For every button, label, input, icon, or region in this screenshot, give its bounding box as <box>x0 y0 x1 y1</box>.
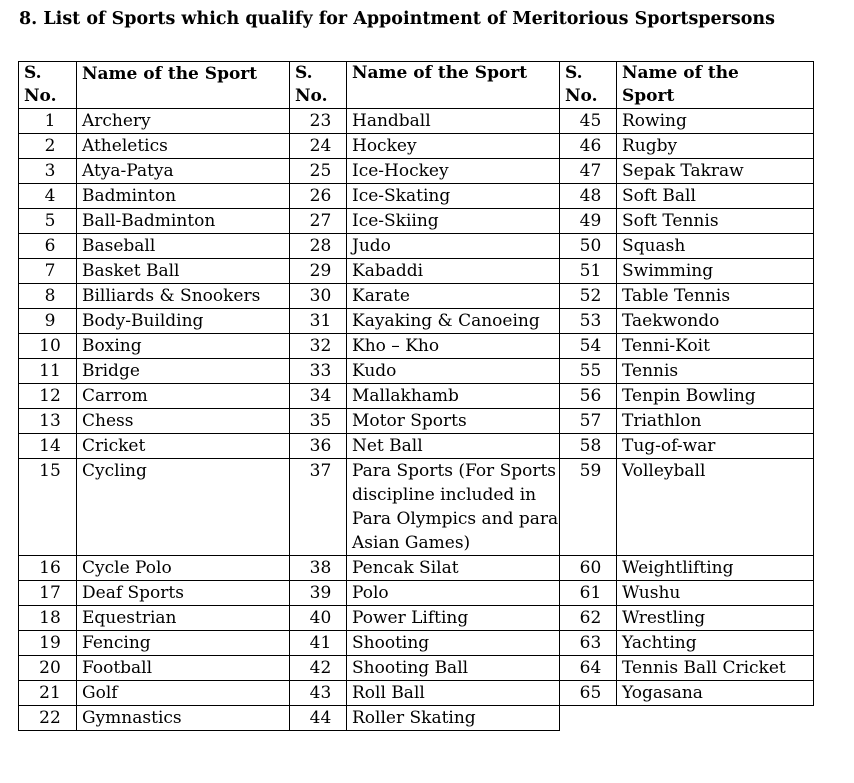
empty-cell <box>560 706 617 731</box>
sport-name-cell: Bridge <box>77 359 290 384</box>
serial-number-cell: 28 <box>290 234 347 259</box>
sport-name-cell: Yachting <box>617 631 814 656</box>
sport-name-cell: Badminton <box>77 184 290 209</box>
sport-name-cell: Carrom <box>77 384 290 409</box>
sport-name-cell: Kabaddi <box>347 259 560 284</box>
sport-name-cell: Volleyball <box>617 459 814 556</box>
serial-number-cell: 29 <box>290 259 347 284</box>
serial-number-cell: 17 <box>19 581 77 606</box>
sport-name-cell: Sepak Takraw <box>617 159 814 184</box>
column-header-sno: S. No. <box>290 62 347 109</box>
sport-name-cell: Football <box>77 656 290 681</box>
table-row <box>19 706 814 731</box>
table-row <box>19 184 814 209</box>
serial-number-cell: 5 <box>19 209 77 234</box>
serial-number-cell: 55 <box>560 359 617 384</box>
serial-number-cell: 56 <box>560 384 617 409</box>
table-row <box>19 656 814 681</box>
serial-number-cell: 31 <box>290 309 347 334</box>
table-row <box>19 159 814 184</box>
serial-number-cell: 50 <box>560 234 617 259</box>
table-row <box>19 459 814 556</box>
serial-number-cell: 23 <box>290 109 347 134</box>
serial-number-cell: 8 <box>19 284 77 309</box>
sport-name-cell: Kayaking & Canoeing <box>347 309 560 334</box>
table-row <box>19 631 814 656</box>
serial-number-cell: 43 <box>290 681 347 706</box>
sport-name-cell: Cycling <box>77 459 290 556</box>
sport-name-cell: Boxing <box>77 334 290 359</box>
serial-number-cell: 42 <box>290 656 347 681</box>
sport-name-cell: Shooting <box>347 631 560 656</box>
sport-name-cell: Basket Ball <box>77 259 290 284</box>
empty-cell <box>617 706 814 731</box>
serial-number-cell: 2 <box>19 134 77 159</box>
sport-name-cell: Fencing <box>77 631 290 656</box>
sport-name-cell: Hockey <box>347 134 560 159</box>
serial-number-cell: 40 <box>290 606 347 631</box>
sport-name-cell: Tenpin Bowling <box>617 384 814 409</box>
sport-name-cell: Para Sports (For Sports discipline included in Para Olympics and para Asian Games) <box>347 459 560 556</box>
sport-name-cell: Gymnastics <box>77 706 290 731</box>
table-row <box>19 209 814 234</box>
serial-number-cell: 25 <box>290 159 347 184</box>
serial-number-cell: 59 <box>560 459 617 556</box>
sport-name-cell: Rugby <box>617 134 814 159</box>
serial-number-cell: 41 <box>290 631 347 656</box>
sport-name-cell: Judo <box>347 234 560 259</box>
serial-number-cell: 38 <box>290 556 347 581</box>
table-row <box>19 606 814 631</box>
sports-table <box>18 61 814 731</box>
serial-number-cell: 48 <box>560 184 617 209</box>
table-row <box>19 134 814 159</box>
table-row <box>19 384 814 409</box>
column-header-sno: S. No. <box>560 62 617 109</box>
column-header-sport: Name of the Sport <box>617 62 814 109</box>
sport-name-cell: Swimming <box>617 259 814 284</box>
sport-name-cell: Triathlon <box>617 409 814 434</box>
sport-name-cell: Power Lifting <box>347 606 560 631</box>
sport-name-cell: Golf <box>77 681 290 706</box>
serial-number-cell: 14 <box>19 434 77 459</box>
serial-number-cell: 12 <box>19 384 77 409</box>
sport-name-cell: Ice-Skating <box>347 184 560 209</box>
serial-number-cell: 46 <box>560 134 617 159</box>
table-row <box>19 109 814 134</box>
serial-number-cell: 6 <box>19 234 77 259</box>
serial-number-cell: 1 <box>19 109 77 134</box>
serial-number-cell: 10 <box>19 334 77 359</box>
sport-name-cell: Handball <box>347 109 560 134</box>
serial-number-cell: 18 <box>19 606 77 631</box>
serial-number-cell: 57 <box>560 409 617 434</box>
sport-name-cell: Net Ball <box>347 434 560 459</box>
serial-number-cell: 54 <box>560 334 617 359</box>
sport-name-cell: Ice-Skiing <box>347 209 560 234</box>
serial-number-cell: 51 <box>560 259 617 284</box>
table-row <box>19 556 814 581</box>
serial-number-cell: 32 <box>290 334 347 359</box>
serial-number-cell: 15 <box>19 459 77 556</box>
serial-number-cell: 61 <box>560 581 617 606</box>
sport-name-cell: Ice-Hockey <box>347 159 560 184</box>
serial-number-cell: 60 <box>560 556 617 581</box>
sport-name-cell: Yogasana <box>617 681 814 706</box>
serial-number-cell: 49 <box>560 209 617 234</box>
sport-name-cell: Equestrian <box>77 606 290 631</box>
serial-number-cell: 9 <box>19 309 77 334</box>
page-title: 8. List of Sports which qualify for Appointment of Meritorious Sportspersons <box>19 9 775 29</box>
serial-number-cell: 45 <box>560 109 617 134</box>
serial-number-cell: 35 <box>290 409 347 434</box>
sport-name-cell: Kudo <box>347 359 560 384</box>
sport-name-cell: Roller Skating <box>347 706 560 731</box>
table-row <box>19 309 814 334</box>
sport-name-cell: Atya-Patya <box>77 159 290 184</box>
column-header-sport: Name of the Sport <box>347 62 560 109</box>
sport-name-cell: Table Tennis <box>617 284 814 309</box>
sport-name-cell: Tenni-Koit <box>617 334 814 359</box>
sport-name-cell: Deaf Sports <box>77 581 290 606</box>
serial-number-cell: 27 <box>290 209 347 234</box>
sport-name-cell: Mallakhamb <box>347 384 560 409</box>
sport-name-cell: Tennis <box>617 359 814 384</box>
sport-name-cell: Pencak Silat <box>347 556 560 581</box>
table-row <box>19 681 814 706</box>
serial-number-cell: 53 <box>560 309 617 334</box>
serial-number-cell: 3 <box>19 159 77 184</box>
table-row <box>19 284 814 309</box>
sport-name-cell: Wushu <box>617 581 814 606</box>
serial-number-cell: 19 <box>19 631 77 656</box>
sport-name-cell: Soft Tennis <box>617 209 814 234</box>
table-row <box>19 581 814 606</box>
sport-name-cell: Billiards & Snookers <box>77 284 290 309</box>
sport-name-cell: Body-Building <box>77 309 290 334</box>
column-header-sport: Name of the Sport <box>77 62 290 109</box>
serial-number-cell: 58 <box>560 434 617 459</box>
serial-number-cell: 62 <box>560 606 617 631</box>
table-body <box>19 109 814 731</box>
serial-number-cell: 34 <box>290 384 347 409</box>
sport-name-cell: Karate <box>347 284 560 309</box>
serial-number-cell: 16 <box>19 556 77 581</box>
column-header-sno: S. No. <box>19 62 77 109</box>
sport-name-cell: Kho – Kho <box>347 334 560 359</box>
table-row <box>19 434 814 459</box>
sport-name-cell: Taekwondo <box>617 309 814 334</box>
sport-name-cell: Weightlifting <box>617 556 814 581</box>
sport-name-cell: Cricket <box>77 434 290 459</box>
serial-number-cell: 20 <box>19 656 77 681</box>
serial-number-cell: 64 <box>560 656 617 681</box>
serial-number-cell: 52 <box>560 284 617 309</box>
serial-number-cell: 21 <box>19 681 77 706</box>
sport-name-cell: Baseball <box>77 234 290 259</box>
sport-name-cell: Chess <box>77 409 290 434</box>
serial-number-cell: 7 <box>19 259 77 284</box>
table-row <box>19 409 814 434</box>
serial-number-cell: 44 <box>290 706 347 731</box>
table-header-row <box>19 62 814 109</box>
sport-name-cell: Cycle Polo <box>77 556 290 581</box>
serial-number-cell: 30 <box>290 284 347 309</box>
sport-name-cell: Soft Ball <box>617 184 814 209</box>
serial-number-cell: 13 <box>19 409 77 434</box>
serial-number-cell: 37 <box>290 459 347 556</box>
sport-name-cell: Ball-Badminton <box>77 209 290 234</box>
serial-number-cell: 11 <box>19 359 77 384</box>
serial-number-cell: 39 <box>290 581 347 606</box>
sport-name-cell: Shooting Ball <box>347 656 560 681</box>
sport-name-cell: Tennis Ball Cricket <box>617 656 814 681</box>
serial-number-cell: 33 <box>290 359 347 384</box>
table-row <box>19 259 814 284</box>
sport-name-cell: Wrestling <box>617 606 814 631</box>
serial-number-cell: 47 <box>560 159 617 184</box>
serial-number-cell: 36 <box>290 434 347 459</box>
sport-name-cell: Atheletics <box>77 134 290 159</box>
sport-name-cell: Rowing <box>617 109 814 134</box>
sport-name-cell: Motor Sports <box>347 409 560 434</box>
sport-name-cell: Tug-of-war <box>617 434 814 459</box>
sport-name-cell: Roll Ball <box>347 681 560 706</box>
sport-name-cell: Squash <box>617 234 814 259</box>
serial-number-cell: 63 <box>560 631 617 656</box>
serial-number-cell: 65 <box>560 681 617 706</box>
table-row <box>19 359 814 384</box>
sport-name-cell: Archery <box>77 109 290 134</box>
serial-number-cell: 4 <box>19 184 77 209</box>
serial-number-cell: 24 <box>290 134 347 159</box>
serial-number-cell: 26 <box>290 184 347 209</box>
table-row <box>19 334 814 359</box>
sport-name-cell: Polo <box>347 581 560 606</box>
serial-number-cell: 22 <box>19 706 77 731</box>
table-row <box>19 234 814 259</box>
